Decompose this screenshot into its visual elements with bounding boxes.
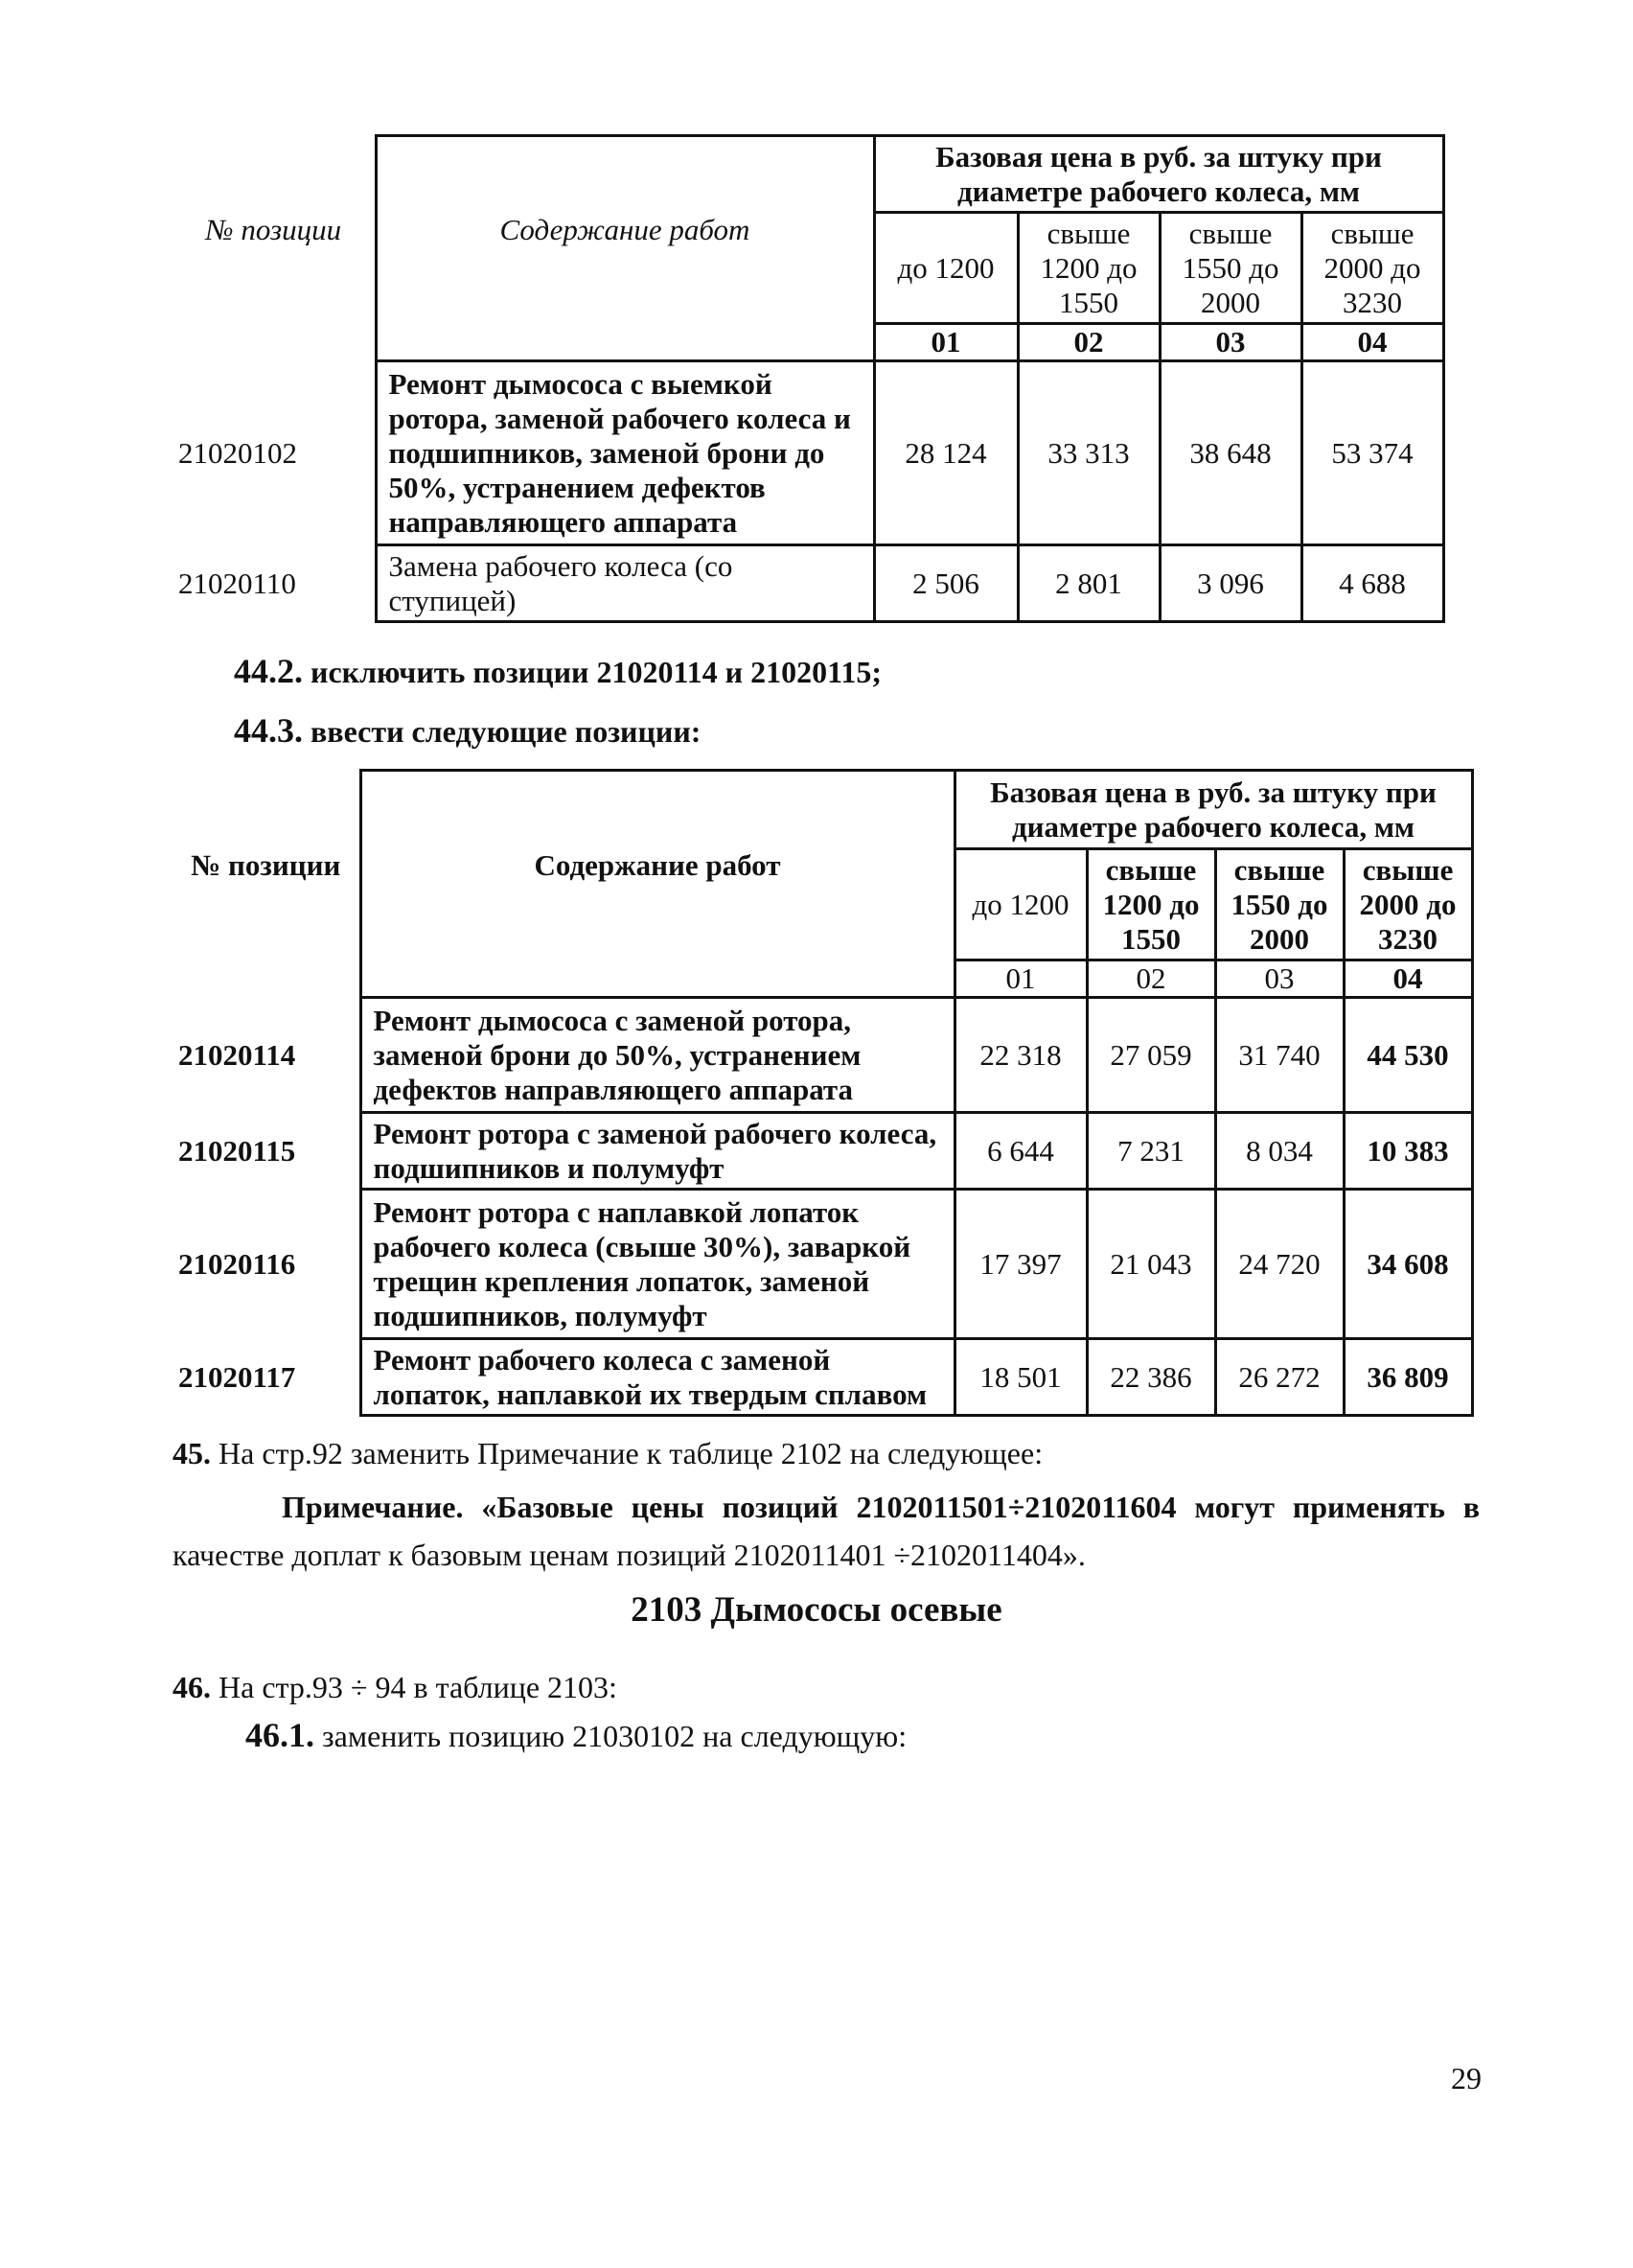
price-value: 44 530 [1344,998,1472,1113]
item-number: 44.3. [234,711,303,750]
price-table-1 [172,134,1445,623]
work-description: Ремонт рабочего колеса с заменой лопаток, наплавкой их твердым сплавом [360,1339,954,1416]
column-header-03: свыше 1550 до 2000 [1160,213,1301,324]
price-value: 3 096 [1160,545,1301,622]
price-value: 10 383 [1344,1113,1472,1190]
column-header-03: свыше 1550 до 2000 [1215,849,1344,960]
note-text-2: качестве доплат к базовым ценам позиций 2102011401 ÷2102011404». [172,1538,1086,1572]
price-value: 38 648 [1160,361,1301,545]
item-text: На стр.93 ÷ 94 в таблице 2103: [218,1670,617,1704]
item-46-1 [245,1716,907,1755]
item-number: 45. [172,1436,211,1470]
column-code-04: 04 [1344,960,1472,998]
position-code: 21020116 [178,1246,296,1281]
page-number: 29 [1451,2061,1482,2095]
price-value: 18 501 [954,1339,1087,1416]
price-value: 4 688 [1301,545,1443,622]
work-description: Ремонт дымососа с выемкой ротора, заменой рабочего колеса и подшипников, заменой брони до 50%, устранением дефектов направляющего аппарата [376,361,874,545]
column-header-04: свыше 2000 до 3230 [1344,849,1472,960]
price-value: 7 231 [1087,1113,1215,1190]
item-text: исключить позиции 21020114 и 21020115; [310,655,882,689]
note-label: Примечание. [282,1490,464,1524]
section-heading: 2103 Дымососы осевые [631,1590,1002,1630]
column-code-01: 01 [954,960,1087,998]
item-number: 46.1. [245,1716,314,1754]
table-row [172,998,1472,1113]
price-table-2 [172,769,1474,1417]
position-code: 21020115 [178,1133,296,1168]
price-value: 53 374 [1301,361,1443,545]
work-description: Ремонт ротора с заменой рабочего колеса, подшипников и полумуфт [360,1113,954,1190]
column-code-03: 03 [1215,960,1344,998]
price-value: 2 506 [874,545,1018,622]
price-value: 21 043 [1087,1190,1215,1339]
price-value: 17 397 [954,1190,1087,1339]
table-row [172,1113,1472,1190]
price-title-header: Базовая цена в руб. за штуку при диаметре рабочего колеса, мм [954,771,1472,849]
note-line-2 [172,1536,1086,1574]
position-header: № позиции [205,212,342,246]
price-value: 34 608 [1344,1190,1472,1339]
content-header: Содержание работ [360,771,954,960]
position-header: № позиции [191,847,341,882]
item-text: заменить позицию 21030102 на следующую: [322,1719,908,1753]
position-code: 21020102 [178,435,297,470]
position-code: 21020117 [178,1359,296,1394]
table-row [172,545,1443,622]
item-text: На стр.92 заменить Примечание к таблице 2102 на следующее: [218,1436,1044,1470]
item-number: 46. [172,1670,211,1704]
price-value: 2 801 [1018,545,1160,622]
item-text: ввести следующие позиции: [310,714,702,749]
column-code-02: 02 [1018,324,1160,361]
price-title-header: Базовая цена в руб. за штуку при диаметре рабочего колеса, мм [874,136,1443,213]
note-line-1 [282,1488,1480,1526]
item-44-3 [234,711,701,751]
price-value: 26 272 [1215,1339,1344,1416]
position-code: 21020114 [178,1037,296,1072]
position-code: 21020110 [178,566,296,600]
price-value: 22 386 [1087,1339,1215,1416]
price-value: 28 124 [874,361,1018,545]
column-header-01: до 1200 [874,213,1018,324]
note-text-1: «Базовые цены позиций 2102011501÷2102011604 могут применять в [481,1490,1481,1524]
column-code-01: 01 [874,324,1018,361]
table-row [172,361,1443,545]
work-description: Ремонт ротора с наплавкой лопаток рабочего колеса (свыше 30%), заваркой трещин крепления лопаток, заменой подшипников, полумуфт [360,1190,954,1339]
price-value: 6 644 [954,1113,1087,1190]
column-header-01: до 1200 [954,849,1087,960]
price-value: 24 720 [1215,1190,1344,1339]
price-value: 31 740 [1215,998,1344,1113]
content-header: Содержание работ [376,136,874,324]
price-value: 36 809 [1344,1339,1472,1416]
column-header-04: свыше 2000 до 3230 [1301,213,1443,324]
work-description: Замена рабочего колеса (со ступицей) [376,545,874,622]
item-number: 44.2. [234,652,303,690]
item-46 [172,1668,617,1706]
table-row [172,1190,1472,1339]
item-44-2 [234,652,882,691]
price-value: 8 034 [1215,1113,1344,1190]
price-value: 22 318 [954,998,1087,1113]
work-description: Ремонт дымососа с заменой ротора, заменой брони до 50%, устранением дефектов направляющего аппарата [360,998,954,1113]
column-code-02: 02 [1087,960,1215,998]
column-header-02: свыше 1200 до 1550 [1087,849,1215,960]
column-code-03: 03 [1160,324,1301,361]
item-45 [172,1434,1043,1472]
column-header-02: свыше 1200 до 1550 [1018,213,1160,324]
price-value: 27 059 [1087,998,1215,1113]
table-row [172,1339,1472,1416]
column-code-04: 04 [1301,324,1443,361]
price-value: 33 313 [1018,361,1160,545]
